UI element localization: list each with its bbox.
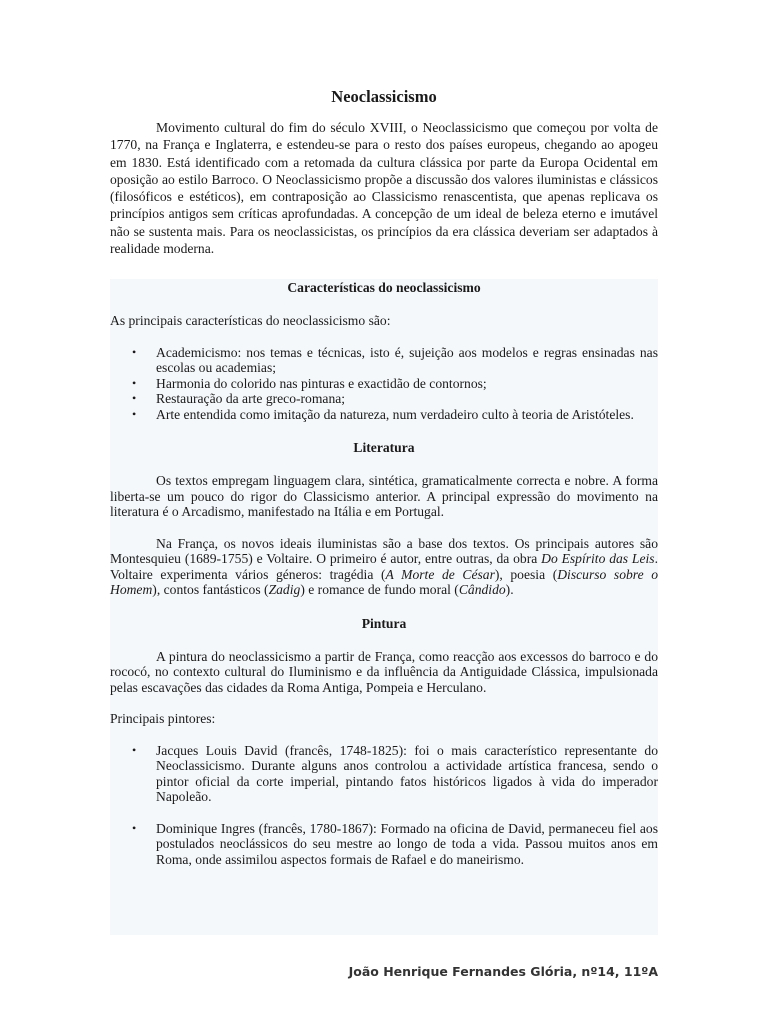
bullet-icon: •: [132, 391, 137, 405]
work-title: Cândido: [458, 582, 506, 597]
literatura-paragraph-1: Os textos empregam linguagem clara, sintética, gramaticalmente correcta e nobre. A forma liberta-se um pouco do rigor do Classicismo anterior. A principal expressão do movimento na literatura é o Arcadismo, manifestado na Itália e em Portugal.: [110, 473, 658, 519]
bullet-icon: •: [132, 375, 137, 390]
page-title: Neoclassicismo: [331, 87, 437, 106]
intro-paragraph: Movimento cultural do fim do século XVIII, o Neoclassicismo que começou por volta de 1770, na França e Inglaterra, e estendeu-se para o resto dos países europeus, chegando ao apogeu em 1830. Está identificado com a retomada da cultura clássica por parte da Europa Ocidental em oposição ao estilo Barroco. O Neoclassicismo propõe a discussão dos valores iluministas e clássicos (filosóficos e estéticos), em contraposição ao Classicismo renascentista, que apenas replicava os princípios antigos sem críticas aprofundadas. A concepção de um ideal de beleza eterno e imutável não se sustenta mais. Para os neoclassicistas, os princípios da era clássica deveriam ser adaptados à realidade moderna.: [110, 120, 658, 257]
work-title: Discurso sobre o Homem: [110, 566, 659, 597]
list-item: • Harmonia do colorido nas pinturas e exactidão de contornos;: [132, 375, 487, 391]
main-content: [110, 279, 658, 867]
heading-pintura: Pintura: [361, 615, 407, 631]
caracteristicas-lead: As principais características do neoclassicismo são:: [110, 313, 391, 328]
literatura-paragraph-2: Na França, os novos ideais iluministas são a base dos textos. Os principais autores são Montesquieu (1689-1755) e Voltaire. O primeiro é autor, entre outras, da obra Do Espírito das Leis. Voltaire experimenta vários géneros: tragédia (A Morte de César), poesia (Discurso sobre o Homem), contos fantásticos (Zadig) e romance de fundo moral (Cândido).: [110, 535, 659, 597]
work-title: Do Espírito das Leis: [541, 551, 655, 566]
bullet-icon: •: [132, 820, 137, 835]
list-item: • Academicismo: nos temas e técnicas, isto é, sujeição aos modelos e regras ensinadas nas escolas ou academias;: [132, 344, 658, 375]
heading-caracteristicas: Características do neoclassicismo: [287, 280, 481, 295]
painters-list: [110, 743, 658, 868]
pintura-lead: Principais pintores:: [110, 711, 216, 726]
list-item: • Restauração da arte greco-romana;: [132, 391, 346, 406]
bullet-icon: •: [132, 742, 137, 757]
footer-author: João Henrique Fernandes Glória, nº14, 11ºA: [348, 964, 658, 979]
list-item: • Arte entendida como imitação da natureza, num verdadeiro culto à teoria de Aristóteles.: [132, 406, 634, 422]
work-title: Zadig: [268, 582, 301, 597]
work-title: A Morte de César: [385, 566, 495, 582]
heading-literatura: Literatura: [353, 440, 415, 455]
list-item: • Jacques Louis David (francês, 1748-1825): foi o mais característico representante do Neoclassicismo. Durante alguns anos controlou a actividade artística francesa, sendo o pintor oficial da corte imperial, pintando fatos históricos ligados à vida do imperador Napoleão.: [132, 742, 658, 804]
list-item: • Dominique Ingres (francês, 1780-1867): Formado na oficina de David, permaneceu fiel aos postulados neoclássicos do seu mestre ao longo de toda a vida. Passou muitos anos em Roma, onde assimilou aspectos formais de Rafael e do maneirismo.: [132, 820, 658, 867]
bullet-icon: •: [132, 406, 137, 421]
bullet-icon: •: [132, 344, 137, 359]
pintura-paragraph-1: A pintura do neoclassicismo a partir de França, como reacção aos excessos do barroco e do rococó, no contexto cultural do Iluminismo e da influência da Antiguidade Clássica, impulsionada pelas escavações das cidades da Roma Antiga, Pompeia e Herculano.: [110, 648, 658, 695]
caracteristicas-list: [110, 345, 658, 423]
